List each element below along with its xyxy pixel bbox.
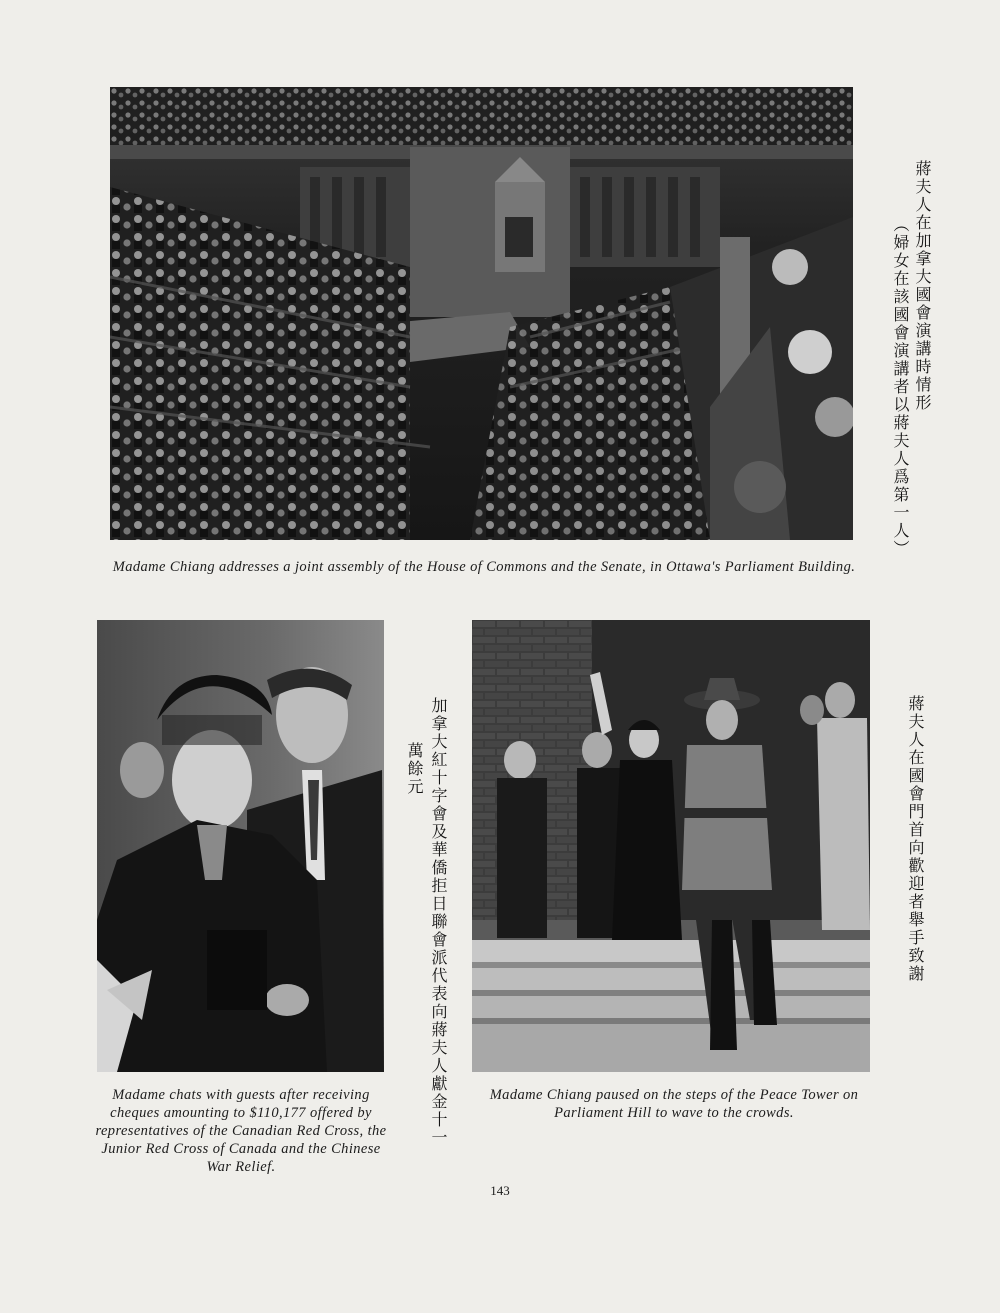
page-number: 143: [490, 1183, 510, 1198]
chinese-caption-peace-tower: 蔣夫人在國會門首向歡迎者舉手致謝: [906, 695, 925, 983]
photo-peace-tower-steps-image: [472, 620, 870, 1072]
caption-peace-tower-steps: Madame Chiang paused on the steps of the Peace Tower on Parliament Hill to wave to the crowds.: [489, 1087, 859, 1121]
caption-parliament-assembly: Madame Chiang addresses a joint assembly of the House of Commons and the Senate, in Ottawa's Parliament Building.: [112, 559, 856, 575]
photo-peace-tower-steps: [472, 620, 870, 1072]
photo-madame-with-guests: [97, 620, 384, 1072]
chinese-caption-donation-line1: 加拿大紅十字會及華僑拒日聯會派代表向蔣夫人獻金十一: [429, 697, 448, 1147]
photo-madame-with-guests-image: [97, 620, 384, 1072]
caption-madame-with-guests: Madame chats with guests after receiving cheques amounting to $110,177 offered by representatives of the Canadian Red Cross, the Junior Red Cross of Canada and the Chinese War Relief.: [95, 1087, 387, 1175]
photo-parliament-assembly: [110, 87, 853, 540]
chinese-caption-donation-line2: 萬餘元: [405, 742, 424, 796]
chinese-caption-parliament-title: 蔣夫人在加拿大國會演講時情形: [913, 160, 932, 412]
chinese-caption-parliament-note: （婦女在該國會演講者以蔣夫人爲第一人）: [891, 216, 910, 558]
photo-parliament-assembly-image: [110, 87, 853, 540]
